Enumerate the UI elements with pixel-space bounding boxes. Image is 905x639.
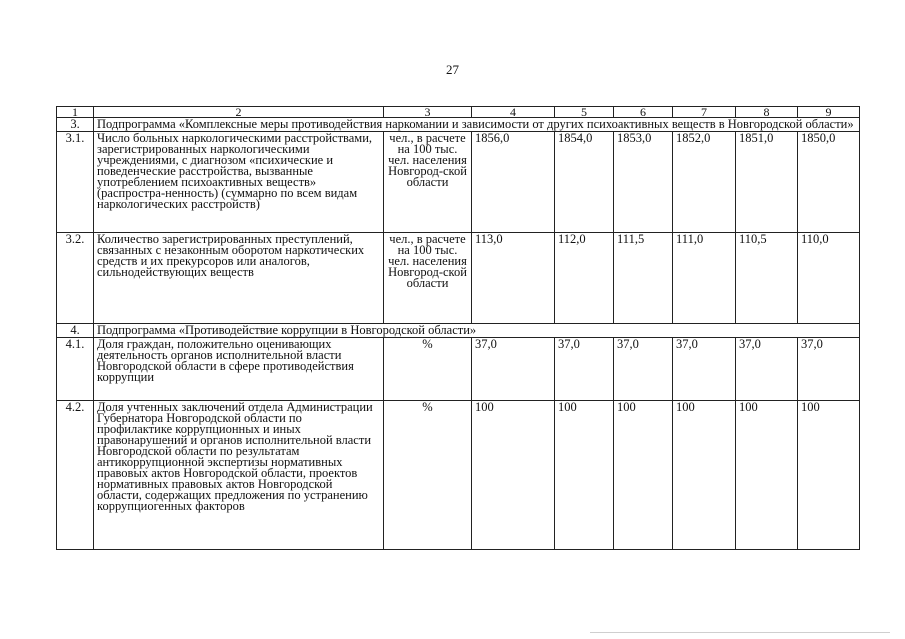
row-value: 100 <box>736 401 798 550</box>
header-col-9: 9 <box>798 107 860 118</box>
table-row <box>57 132 860 233</box>
row-number: 4.1. <box>57 338 94 401</box>
row-unit: % <box>384 401 472 550</box>
table-row <box>57 338 860 401</box>
row-indicator: Доля граждан, положительно оценивающих деятельность органов исполнительной власти Новгородской области в сфере противодействия коррупции <box>94 338 384 401</box>
header-col-8: 8 <box>736 107 798 118</box>
header-col-4: 4 <box>472 107 555 118</box>
header-col-2: 2 <box>94 107 384 118</box>
row-value: 111,5 <box>614 233 673 324</box>
page-number: 27 <box>446 62 459 77</box>
row-value: 111,0 <box>673 233 736 324</box>
row-value: 37,0 <box>472 338 555 401</box>
row-value: 37,0 <box>736 338 798 401</box>
header-col-6: 6 <box>614 107 673 118</box>
section-row <box>57 118 860 132</box>
indicators-table <box>56 106 860 550</box>
section-title: Подпрограмма «Противодействие коррупции в Новгородской области» <box>94 324 860 338</box>
row-value: 1852,0 <box>673 132 736 233</box>
row-value: 100 <box>555 401 614 550</box>
row-value: 1856,0 <box>472 132 555 233</box>
header-col-1: 1 <box>57 107 94 118</box>
row-indicator: Количество зарегистрированных преступлений, связанных с незаконным оборотом наркотических средств и их прекурсоров или аналогов, сильнодействующих веществ <box>94 233 384 324</box>
section-number: 4. <box>57 324 94 338</box>
row-number: 4.2. <box>57 401 94 550</box>
row-value: 1853,0 <box>614 132 673 233</box>
row-value: 1854,0 <box>555 132 614 233</box>
row-value: 1851,0 <box>736 132 798 233</box>
section-number: 3. <box>57 118 94 132</box>
row-value: 100 <box>673 401 736 550</box>
row-value: 37,0 <box>614 338 673 401</box>
section-row <box>57 324 860 338</box>
row-indicator: Доля учтенных заключений отдела Администрации Губернатора Новгородской области по профилактике коррупционных и иных правонарушений и органов исполнительной власти Новгородской области по результатам антикоррупционной экспертизы нормативных правовых актов Новгородской области, проектов нормативных правовых актов Новгородской области, содержащих предложения по устранению коррупциогенных факторов <box>94 401 384 550</box>
header-col-3: 3 <box>384 107 472 118</box>
row-value: 1850,0 <box>798 132 860 233</box>
header-col-7: 7 <box>673 107 736 118</box>
row-value: 112,0 <box>555 233 614 324</box>
row-number: 3.1. <box>57 132 94 233</box>
row-unit: % <box>384 338 472 401</box>
section-title: Подпрограмма «Комплексные меры противодействия наркомании и зависимости от других психоактивных веществ в Новгородской области» <box>94 118 860 132</box>
row-value: 37,0 <box>673 338 736 401</box>
row-value: 37,0 <box>798 338 860 401</box>
row-unit: чел., в расчете на 100 тыс. чел. населения Новгород-ской области <box>384 233 472 324</box>
table-row <box>57 233 860 324</box>
row-value: 37,0 <box>555 338 614 401</box>
scan-artifact-line <box>590 632 890 633</box>
header-col-5: 5 <box>555 107 614 118</box>
table-row <box>57 401 860 550</box>
row-value: 110,5 <box>736 233 798 324</box>
row-value: 100 <box>614 401 673 550</box>
row-number: 3.2. <box>57 233 94 324</box>
row-indicator: Число больных наркологическими расстройствами, зарегистрированных наркологическими учреждениями, с диагнозом «психические и поведенческие расстройства, вызванные употреблением психоактивных веществ» (распростра-ненность) (суммарно по всем видам наркологических расстройств) <box>94 132 384 233</box>
row-value: 113,0 <box>472 233 555 324</box>
row-value: 100 <box>472 401 555 550</box>
row-unit: чел., в расчете на 100 тыс. чел. населения Новгород-ской области <box>384 132 472 233</box>
row-value: 110,0 <box>798 233 860 324</box>
row-value: 100 <box>798 401 860 550</box>
table-header-row <box>57 107 860 118</box>
